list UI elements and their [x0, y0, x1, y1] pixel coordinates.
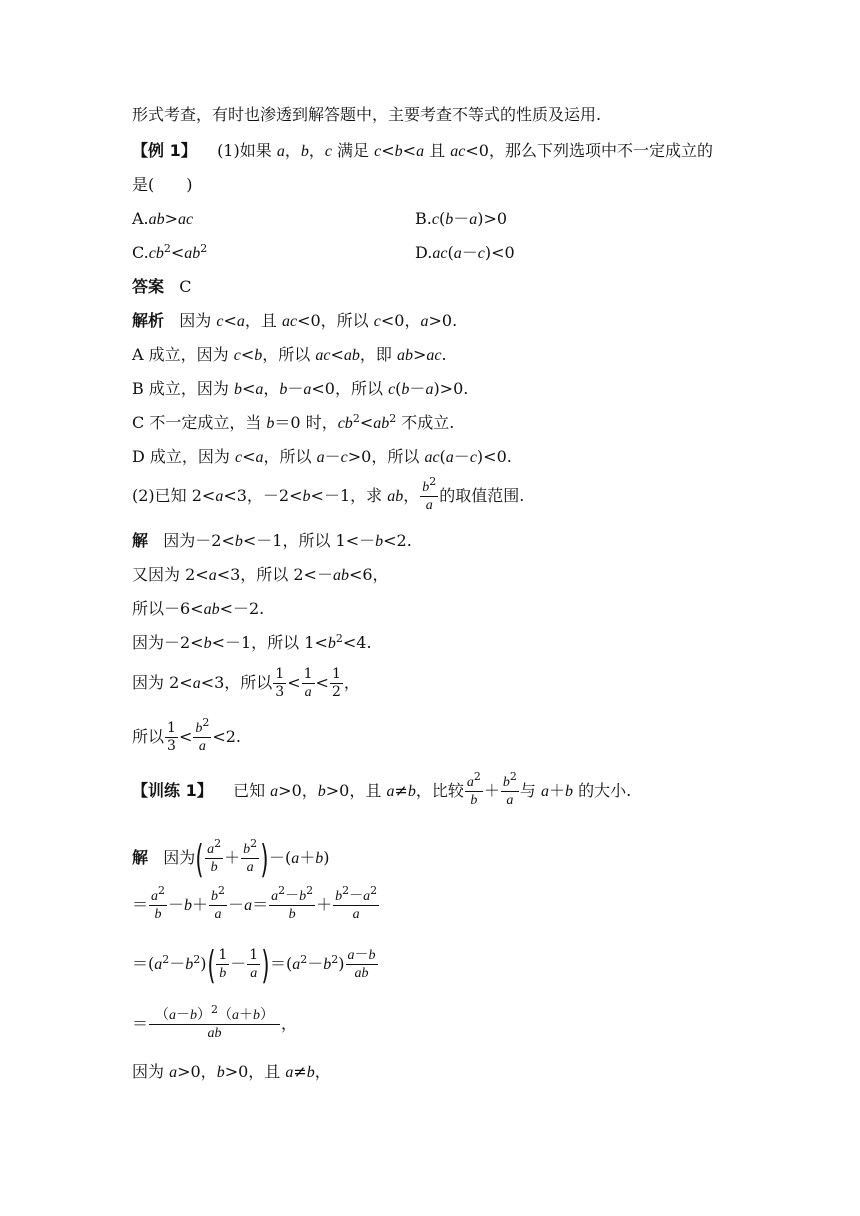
solution-line-3: 所以－6<ab<－2.: [132, 599, 265, 618]
solution-line-4: 因为－2<b<－1，所以 $1<b^2<4$.: [132, 632, 372, 652]
solution-line-1: 解 因为－2<b<－1，所以 1<－b<2.: [132, 531, 412, 550]
example-1-question-line1: 【例 1】 (1)如果 a，b，c 满足 c<b<a 且 ac<0，那么下列选项中不一定成立的: [132, 141, 713, 160]
analysis-line-4: C 不一定成立，当 b＝0 时，$cb^2<ab^2$ 不成立.: [132, 412, 455, 432]
example-1-part-2: (2)已知 2<a<3，－2<b<－1，求 ab， $\frac{b^2}{a}$ 的取值范围.: [132, 475, 525, 513]
answer-value: C: [179, 277, 192, 296]
training-solution-line-5: 因为 a>0，b>0，且 a≠b，: [132, 1062, 331, 1081]
answer-line: [132, 277, 192, 297]
solution-label: 解: [132, 531, 149, 550]
analysis-line-3: B 成立，因为 b<a，b－a<0，所以 c(b－a)>0.: [132, 379, 469, 398]
answer-label: 答案: [132, 277, 165, 296]
option-d: D.ac(a－c)<0: [415, 243, 515, 262]
training-1-tag: 【训练 1】: [132, 781, 213, 800]
example-1-question-line2: 是( ): [132, 175, 193, 194]
training-solution-line-1: 解 因为( $\frac{a^2}{b}$ ＋ $\frac{b^2}{a}$ )－(a＋b): [132, 836, 330, 881]
intro-text: 形式考查，有时也渗透到解答题中，主要考查不等式的性质及运用.: [132, 105, 602, 124]
solution-line-5: 因为 2<a<3，所以 $\frac{1}{3}$ < $\frac{1}{a}$ < $\frac{1}{2}$ ，: [132, 666, 360, 700]
training-1-question: 【训练 1】 已知 a>0，b>0，且 a≠b，比较 $\frac{a^2}{b}$ ＋ $\frac{b^2}{a}$ 与 a＋b 的大小.: [132, 770, 632, 808]
training-solution-line-3: $=(a^2-b^2)$( $\frac{1}{b}$ － $\frac{1}{a}$ )$=(a^2-b^2)$ $\frac{a-b}{ab}$: [132, 942, 376, 987]
option-b: B.c(b－a)>0: [415, 209, 508, 228]
example-1-tag: 【例 1】: [132, 141, 197, 160]
solution-line-6: 所以 $\frac{1}{3}$ < $\frac{b^2}{a}$ <2.: [132, 716, 242, 754]
training-solution-label: 解: [132, 848, 149, 867]
solution-line-2: 又因为 2<a<3，所以 2<－ab<6，: [132, 565, 389, 584]
analysis-line-2: A 成立，因为 c<b，所以 ac<ab，即 ab>ac.: [132, 345, 447, 364]
option-c: $C.cb^2<ab^2$: [132, 242, 208, 262]
analysis-label: 解析: [132, 311, 165, 330]
training-solution-line-4: ＝ $\frac{(a-b)^2(a+b)}{ab}$ ，: [132, 1003, 298, 1041]
training-solution-line-2: ＝ $\frac{a^2}{b}$ －b＋ $\frac{b^2}{a}$ －a＝ $\frac{a^2-b^2}{b}$ ＋ $\frac{b^2-a^2}{a}$: [132, 884, 378, 922]
option-a: A.ab>ac: [132, 209, 194, 228]
analysis-line-1: 解析 因为 c<a，且 ac<0，所以 c<0，a>0.: [132, 311, 458, 330]
analysis-line-5: D 成立，因为 c<a，所以 a－c>0，所以 ac(a－c)<0.: [132, 447, 512, 466]
